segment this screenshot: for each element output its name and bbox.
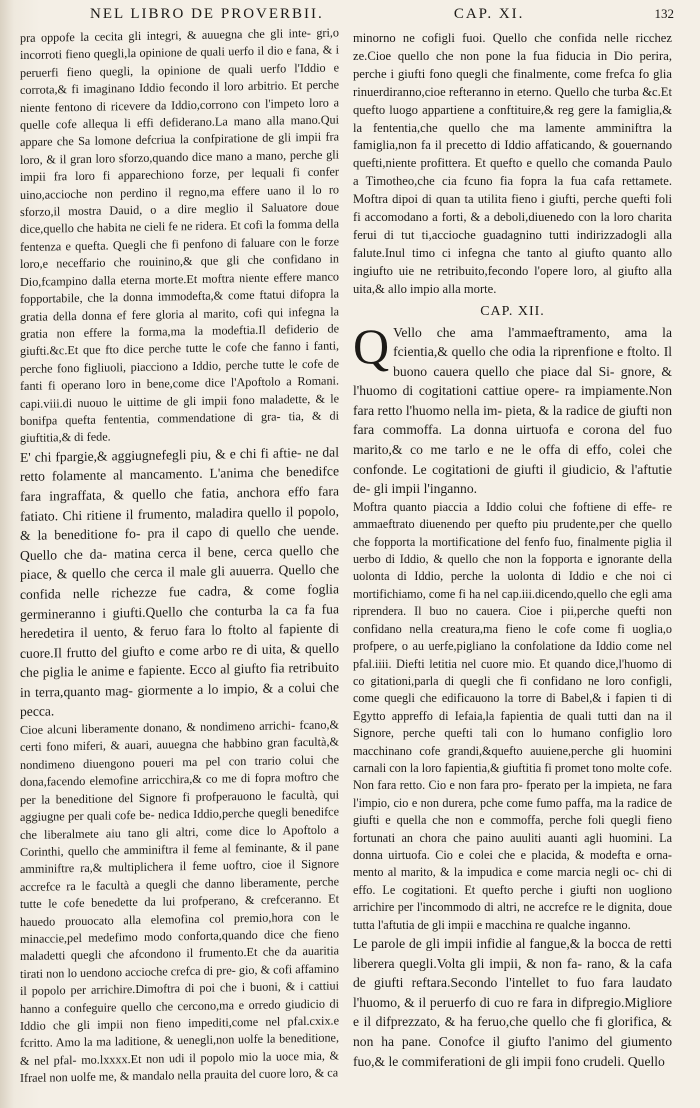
text-columns xyxy=(20,25,674,1100)
chapter-verses xyxy=(353,317,672,499)
verses-text: Vello che ama l'ammaeftramento, ama la fcientia,& quello che odia la riprenfione e ftolto. Il buono cauera quello che piace dal Si- gnore, & l'huomo di cogitationi cattiue opere- ra impiamente.Non fara retto l'huomo nella im- pieta, & la radice de giufti non fara commoffa. La donna uirtuofa e corona del fuo marito,& co me tarlo e ne le offa di effo, colei che confonde. Le cogitationi de giufti il giudicio, & l'aftutie de- gli impii l'inganno. xyxy=(353,324,672,497)
closing-verses: Le parole de gli impii infidie al fangue,& la bocca de retti liberera quegli.Volta gli impii, & non fa- rano, & la cafa de giufti reftara.Secondo l'intellet to fuo fara laudato l'huomo, & il peruerfo di cuo re fara in difpregio.Migliore e il difprezzato, & ha feruo,che quello che fi glorifica, & non ha pane. Conofce il giufto l'animo del giumento fuo,& le commiferationi de gli impii fono crudeli. Quello xyxy=(353,936,672,1069)
proverbs-verses: E' chi fpargie,& aggiugnefegli piu, & e chi fi aftie- ne dal retto folamente al mancamento. L'anima che benedifce fara ingraffata, & quello che fatia, anchora effo fara fatiato. Chi ritiene il frumento, maladira quello il popolo, & la beneditione fo- pra il capo di quello che uende. Quello che da- matina cerca il bene, cerca quello che piace, & quello che cerca il male gli auuerra. Quello che confida nelle richezze fue cadra, & come foglia germineranno i giufti.Quello che conturba la ca fa fua heredetira il uento, & feruo fara lo ftolto al fapiente di cuore.Il frutto del giufto e come arbo re di uita, & quello che piglia le anime e fapiente. Ecco al giufto fia retribuito in terra,quanto mag- giormente a lo impio, & a colui che pecca. xyxy=(20,444,339,720)
commentary-intro: minorno ne cofigli fuoi. Quello che confida nelle ricchez ze.Cioe quello che non pone la fua fiducia in Dio perira, perche i giufti fono quegli che finalmente, come frefca fo glia rinuerdiranno,cioe refteranno in eterno. Quello che turba &c.Et quefto luogo appartiene a conftituire,& reg gere la famiglia,& la fententia,che quello che ma lamente amminiftra la famiglia,non fa il precetto di Iddio affaticando, & gouernando quefti,niente profittera. Et quefto e quello che comanda Paulo a Timotheo,che cia fcuno fia fopra la fua cafa rettamete. Moftra dipoi di quan ta utilita fieno i giufti, perche quefti foli fi accomodano a forti, & a deboli,diuenedo con la loro charita ferui di tut ti,accioche guadagnino tutti indirizzadogli alla falute.Inul timo ci infegna che tanto al giufto quanto allo ingiufto uie ne retribuito,fecondo l'opere loro, al giufto alla uita,& allo impio alla morte. xyxy=(353,31,672,296)
left-column xyxy=(20,24,339,1100)
verses-commentary: Moftra quanto piaccia a Iddio colui che foftiene di effe- re ammaeftrato diuenendo per quefto piu prudente,per che quello che fopporta la mortificatione del fenfo fuo, finalmente piglia il uerbo di Iddio, & quello che non la fopporta e ignorante della uolonta di Iddio, perche la uolonta di Iddio e che noi ci mortifichiamo, come fi ha nel cap.iii.dicendo,quello che egli ama riprendera. Il buo no cauera. Cioe i pii,perche quefti non confidano nella creatura,ma fieno le cofe come fi uoglia,o profpere, o au uerfe,pigliano la confolatione da Iddio come nel pfal.iiii. Diefti letitia nel cuore mio. Et quando dice,l'huomo di co gitationi,parla di quegli che fi confidano ne loro configli, come quegli che edificauono la torre di Babel,& i fapien ti di Egytto appreffo di Iefaia,la fapientia de quali tutti dan na il Signore, perche quefti tali con lo humano configlio loro macchinano cofe grandi,&quefto auuiene,perche gli huomini carnali con la loro fapientia,& giuftitia fi promet tono molte cofe. Non fara retto. Cio e non fara pro- fperato per la impieta, ne fara l'impio, cio e non durera, pche come fumo paffa, ma la radice de giufti e quella che non e commoffa, perche foli quegli fieno fortunati an chora che paino auuliti auanti agli huomini. La donna uirtuofa. Cio e colei che e placida, & modefta e orna- mento al marito, & la impudica e come marcia negli oc- chi di effo. Le cogitationi. Et quefto perche i giufti non uogliono arrichire per l'incommodo di altri, ne accrefce re le dignita, doue tutta l'aftutia de gli impii e macchina re qualche inganno. xyxy=(353,499,672,932)
commentary-paragraph: pra oppofe la cecita gli integri, & auuegna che gli inte- gri,o incorroti fieno quegli,la opinione de quali uerfo il dio e fana, & i peruerfi fieno quegli, la opinione de quali uerfo l'Iddio e corrota,& fi imaginano Iddio fecondo il loro arbitrio. Et perche niente fentono di ricevere da Iddio,corrono con l'impeto loro a quelle cofe allequa li effi defiderano.La mano alla mano.Qui appare che Sa lomone defcriua la confpiratione de gli impii fra loro, & il gran loro sforzo,quando dice mano a mano, perche gli impii fra loro fi apparechiono forze, per lequali fi confer uino,accioche non perdino il regno,ma effere uano il lo ro sforzo,il mostra Dauid, o a dire meglio il Saluatore doue dice,quello che habita ne cieli fe ne ridera. Et cofi la fomma della fentenza e quefta. Quegli che fi penfono di faluare con le forze loro,e neceffario che rouinino,& que gli che confidano in Dio,fcampino dalla eterna morte.Et moftra niente effere manco fopportabile, che la donna immodefta,& come ftatui difopra la gratia della donna ef fere gloria al marito, cofi qui infegna la gratia non effere la forma,ma la modeftia.Il defiderio de giufti.&c.Et que fto dice perche tutte le cofe che fanno i fanti, perche fono figliuoli, piacciono a Iddio, perche tutte le cofe de fanti fi operano loro in bene,come dice l'Apoftolo a Romani. capi.viii.di nuouo le uittime de gli impii fono maladette, & le bonifpa quefta fententia, commendatione di gra- tia, & di giuftitia,& di fede. xyxy=(20,25,339,446)
running-title: NEL LIBRO DE PROVERBII. xyxy=(90,6,324,22)
commentary-paragraph: Cioe alcuni liberamente donano, & nondimeno arrichi- fcano,& certi fono miferi, & auari, auuegna che habbino gran facultà,& nondimeno diuengono poueri ma pel con trario colui che dona,facendo elemofine arricchira,& co me di fopra moftro che per la beneditione del Signore fi profperauono le facultà, qui aggiugne per quali cofe be- nedica Iddio,perche quegli benedifce che liberalmete aiu tano gli altri, come dice lo Apoftolo a Corinthi, quello che amminiftra il feme al feminante, & il pane amminiftre ra,& multiplichera il feme uoftro, cioe il Signore accrefce ra le facultà a quegli che danno liberamente, perche tutte le cofe benedette da lui profperano, & crefceranno. Et hauedo prouocato alla elemofina col premio,hora con le minaccie,pel medefimo modo conforta,quando dice che fieno maladetti quegli che afcondono il frumento.Et che da auaritia tirati non lo uendono accioche crefca di pre- gio, & cofi affamino il popolo per arrichire.Dimoftra di poi che i buoni, & i cattiui hanno a confeguire quello che cercono,ma e orredo giudicio di Iddio che gli impii non fieno impediti,come nel pfal.cxix.e fcritto. Amo la ma laditione, & uenegli,non uolfe la beneditione, & nel pfal- mo.lxxxx.Et non udi il popolo mio la uoce mia, & Ifrael non uolfe me, & mandalo nella prauita del cuore loro, & ca xyxy=(20,717,339,1086)
folio-number: 132 xyxy=(654,6,674,21)
drop-cap: Q xyxy=(353,317,390,374)
right-column xyxy=(353,30,672,1100)
chapter-heading: CAP. XII. xyxy=(480,303,545,319)
running-header xyxy=(90,6,674,28)
chapter-label: CAP. XI. xyxy=(453,6,525,22)
